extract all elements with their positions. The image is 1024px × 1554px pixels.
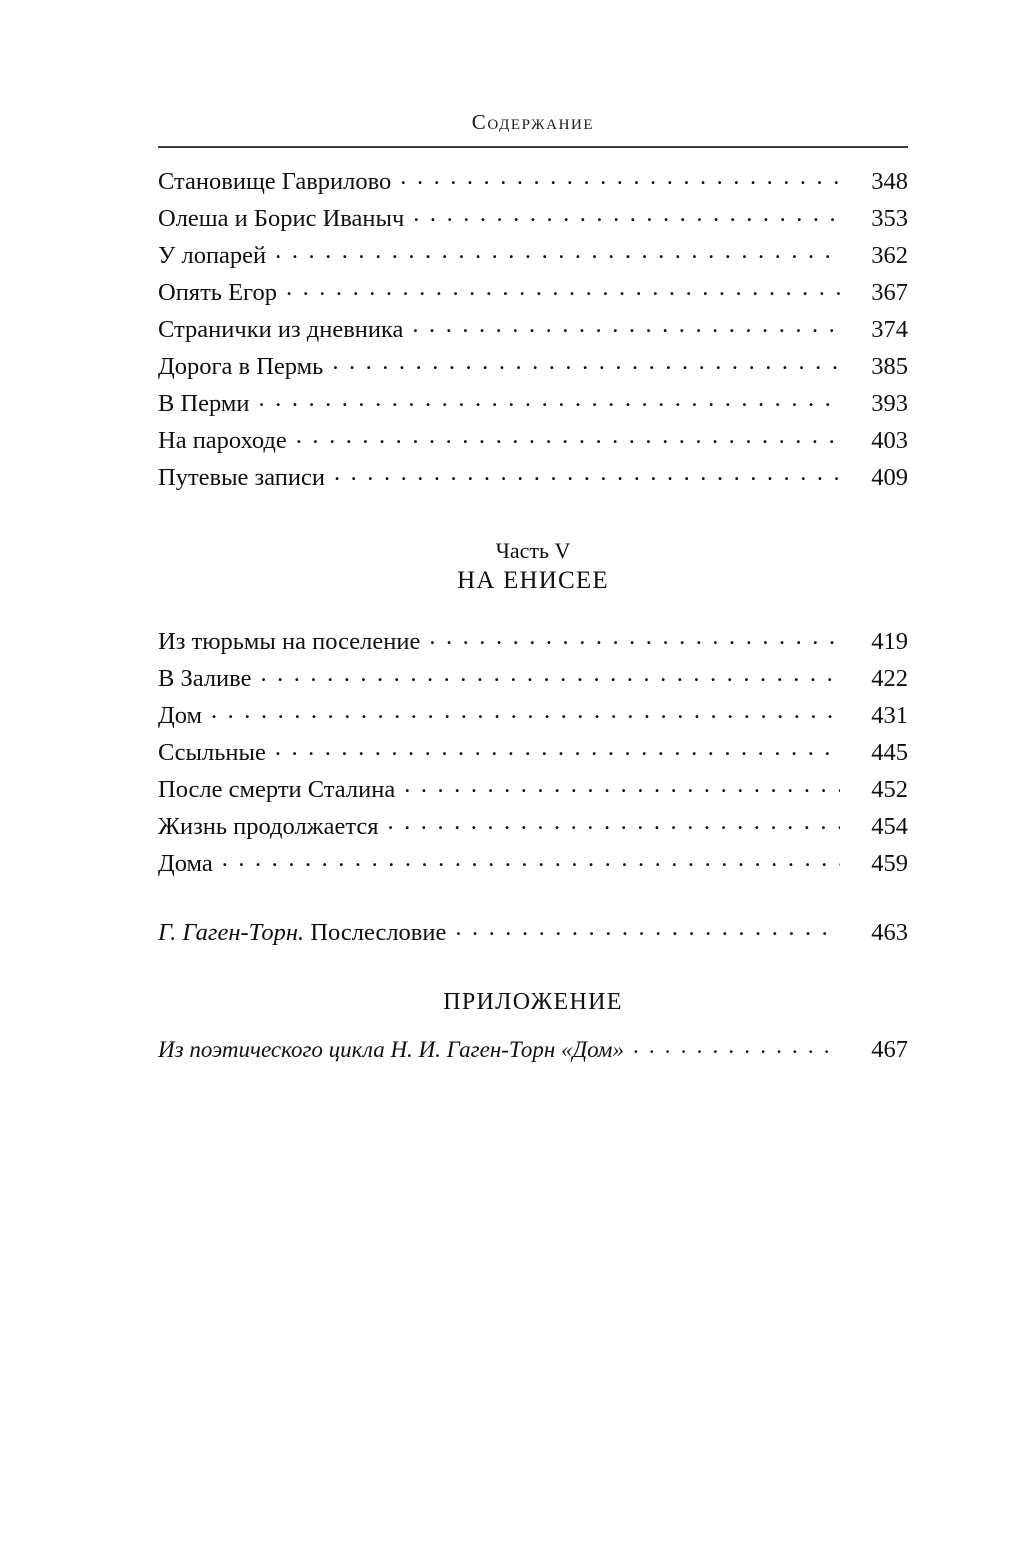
toc-entry-title: Олеша и Борис Иваныч bbox=[158, 205, 405, 232]
toc-row-afterword[interactable] bbox=[158, 914, 908, 951]
toc-row[interactable] bbox=[158, 422, 908, 459]
leader-dots bbox=[334, 461, 840, 486]
toc-row[interactable] bbox=[158, 348, 908, 385]
leader-dots bbox=[404, 773, 840, 798]
leader-dots bbox=[400, 165, 840, 190]
toc-entry-page: 353 bbox=[871, 205, 908, 232]
toc-row[interactable] bbox=[158, 845, 908, 882]
toc-entry-page: 367 bbox=[871, 279, 908, 306]
leader-dots bbox=[429, 625, 840, 650]
toc-row[interactable] bbox=[158, 459, 908, 496]
leader-dots bbox=[286, 276, 840, 301]
toc-entry-page: 422 bbox=[871, 665, 908, 692]
leader-dots bbox=[275, 736, 840, 761]
toc-entry-page: 403 bbox=[871, 427, 908, 454]
toc-row[interactable] bbox=[158, 274, 908, 311]
part-title-label: НА ЕНИСЕЕ bbox=[457, 567, 609, 594]
afterword-author: Г. Гаген-Торн. bbox=[158, 919, 305, 946]
toc-row[interactable] bbox=[158, 1031, 908, 1068]
afterword-title: Послесловие bbox=[304, 919, 447, 946]
leader-dots bbox=[413, 202, 840, 227]
leader-dots bbox=[259, 387, 840, 412]
toc-entry-title: Опять Егор bbox=[158, 279, 277, 306]
leader-dots bbox=[633, 1034, 836, 1057]
toc-entry-title: Ссыльные bbox=[158, 739, 266, 766]
toc-entry-page: 348 bbox=[871, 168, 908, 195]
leader-dots bbox=[332, 350, 840, 375]
toc-entry-page: 385 bbox=[871, 353, 908, 380]
leader-dots bbox=[388, 810, 841, 835]
leader-dots bbox=[211, 699, 840, 724]
toc-row[interactable] bbox=[158, 163, 908, 200]
toc-entry-title: Дома bbox=[158, 850, 213, 877]
toc-entry-page: 431 bbox=[871, 702, 908, 729]
toc-row[interactable] bbox=[158, 200, 908, 237]
leader-dots bbox=[260, 662, 840, 687]
part-number-label: Часть V bbox=[495, 538, 571, 563]
part-heading bbox=[158, 537, 908, 597]
leader-dots bbox=[455, 916, 840, 941]
toc-entry-page: 452 bbox=[871, 776, 908, 803]
toc-entry-title: Из поэтического цикла Н. И. Гаген-Торн «Дом» bbox=[158, 1037, 624, 1062]
toc-entry-page: 374 bbox=[871, 316, 908, 343]
toc-entry-page: 463 bbox=[871, 919, 908, 946]
appendix-heading: ПРИЛОЖЕНИЕ bbox=[443, 989, 623, 1015]
toc-row[interactable] bbox=[158, 385, 908, 422]
afterword-block bbox=[158, 914, 908, 951]
toc-entry-title: У лопарей bbox=[158, 242, 267, 269]
toc-entry-title: В Перми bbox=[158, 390, 250, 417]
toc-entry-group-one bbox=[158, 163, 908, 496]
toc-entry-page: 393 bbox=[871, 390, 908, 417]
leader-dots bbox=[222, 847, 840, 872]
toc-row[interactable] bbox=[158, 660, 908, 697]
toc-entry-page: 459 bbox=[871, 850, 908, 877]
toc-row[interactable] bbox=[158, 623, 908, 660]
toc-entry-group-yenisei bbox=[158, 623, 908, 882]
toc-entry-title: Жизнь продолжается bbox=[158, 813, 379, 840]
toc-row[interactable] bbox=[158, 311, 908, 348]
page-title: Содержание bbox=[471, 110, 595, 134]
leader-dots bbox=[275, 239, 840, 264]
toc-entry-title: Из тюрьмы на поселение bbox=[158, 628, 421, 655]
toc-row[interactable] bbox=[158, 808, 908, 845]
toc-entry-page: 445 bbox=[871, 739, 908, 766]
toc-row[interactable] bbox=[158, 697, 908, 734]
toc-entry-title: Становище Гаврилово bbox=[158, 168, 392, 195]
toc-content bbox=[158, 0, 908, 1068]
toc-row[interactable] bbox=[158, 734, 908, 771]
leader-dots bbox=[412, 313, 840, 338]
header-divider bbox=[158, 146, 908, 148]
toc-entry-title bbox=[158, 914, 455, 951]
toc-entry-title: Путевые записи bbox=[158, 464, 325, 491]
toc-entry-page: 419 bbox=[871, 628, 908, 655]
toc-entry-page: 454 bbox=[871, 813, 908, 840]
toc-entry-title: Дорога в Пермь bbox=[158, 353, 324, 380]
toc-entry-page: 362 bbox=[871, 242, 908, 269]
toc-entry-page: 467 bbox=[871, 1036, 908, 1063]
toc-entry-title: После смерти Сталина bbox=[158, 776, 396, 803]
toc-entry-title: В Заливе bbox=[158, 665, 252, 692]
toc-entry-group-appendix bbox=[158, 1031, 908, 1068]
toc-entry-title: На пароходе bbox=[158, 427, 287, 454]
toc-row[interactable] bbox=[158, 237, 908, 274]
toc-entry-title: Странички из дневника bbox=[158, 316, 404, 343]
leader-dots bbox=[296, 424, 840, 449]
toc-entry-page: 409 bbox=[871, 464, 908, 491]
toc-entry-title: Дом bbox=[158, 702, 202, 729]
toc-row[interactable] bbox=[158, 771, 908, 808]
